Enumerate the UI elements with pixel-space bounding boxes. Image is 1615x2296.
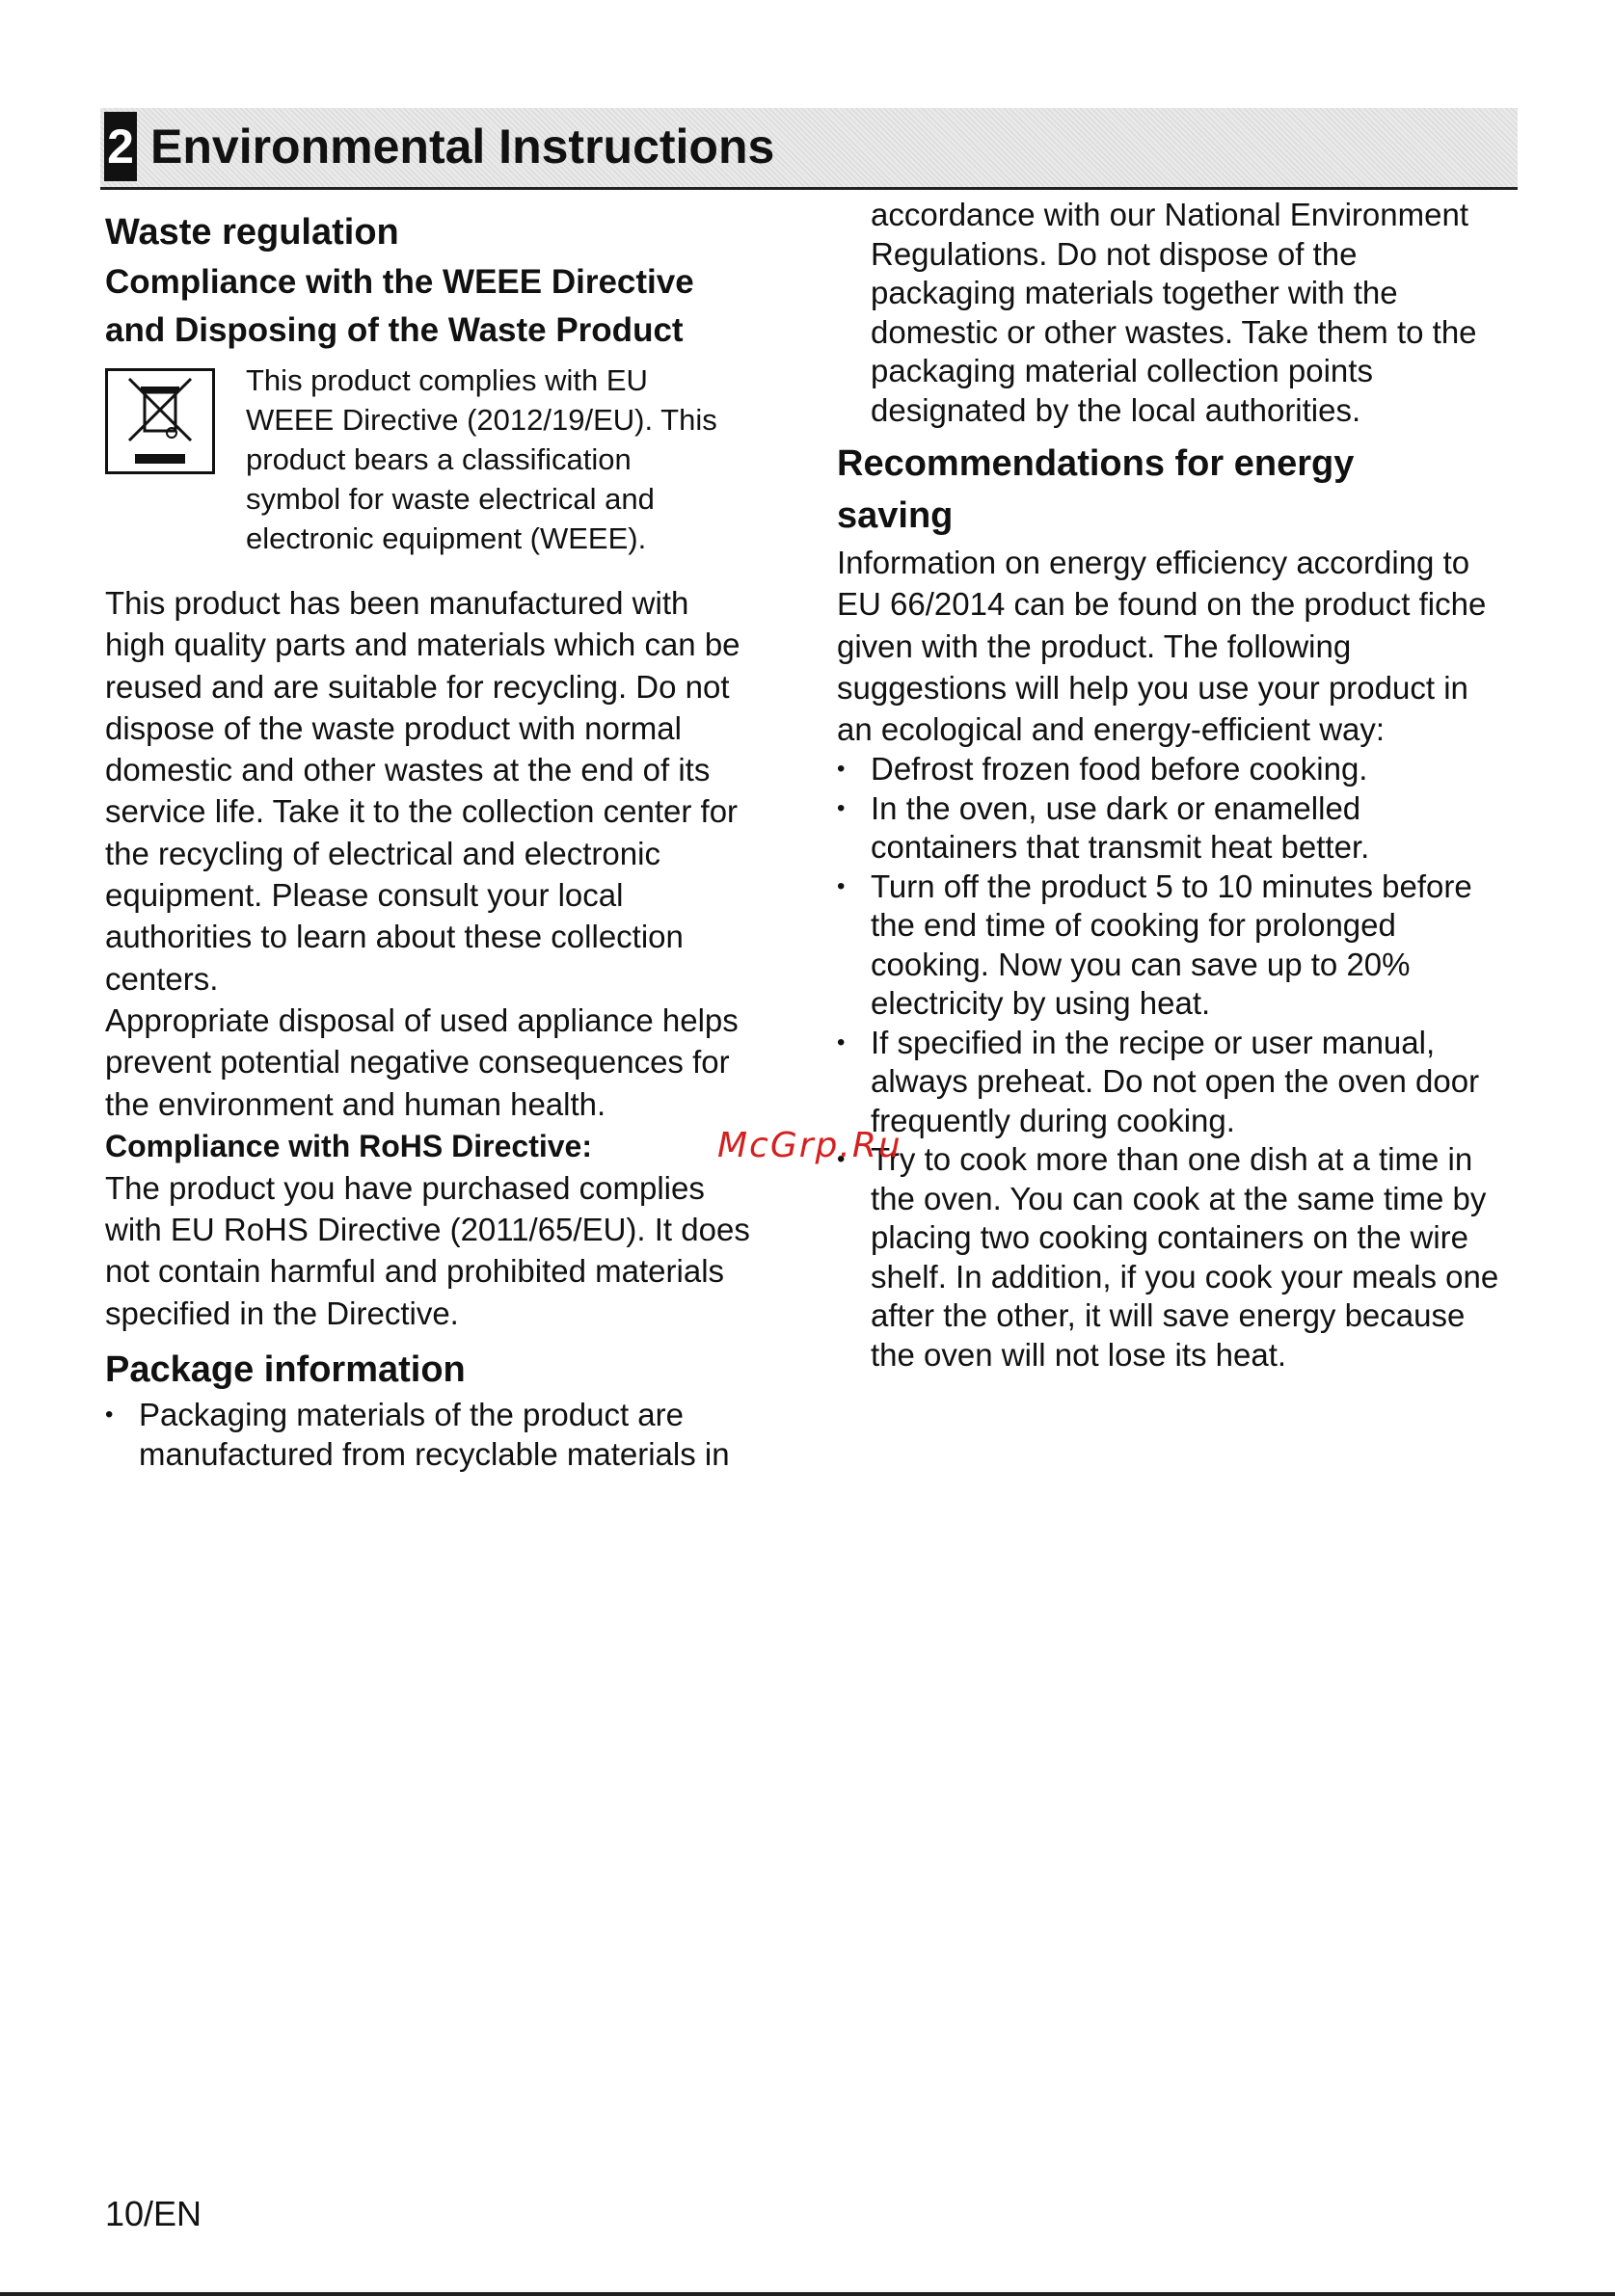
weee-text-line: This product complies with EU	[246, 363, 648, 397]
paragraph-line: given with the product. The following	[837, 627, 1352, 664]
bullet-line: • Defrost frozen food before cooking.	[871, 751, 1368, 788]
paragraph-line: the environment and human health.	[105, 1085, 606, 1122]
paragraph-line: reused and are suitable for recycling. Do not	[105, 668, 730, 705]
bullet-line: Regulations. Do not dispose of the	[871, 235, 1358, 272]
paragraph-line: an ecological and energy-efficient way:	[837, 711, 1386, 748]
paragraph-line: high quality parts and materials which can be	[105, 627, 740, 663]
bullet-line: • In the oven, use dark or enamelled	[871, 789, 1361, 826]
bullet-line: packaging materials together with the	[871, 275, 1398, 310]
paragraph-line: Appropriate disposal of used appliance helps	[105, 1001, 739, 1038]
watermark: McGrp.Ru	[717, 1126, 902, 1165]
list-item	[105, 1396, 780, 1474]
paragraph-line: authorities to learn about these collection	[105, 919, 684, 955]
chapter-header	[100, 108, 1518, 190]
weee-heading-line2: and Disposing of the Waste Product	[105, 311, 684, 349]
paragraph-line: dispose of the waste product with normal	[105, 709, 682, 746]
list-item	[837, 789, 1521, 868]
package-continued	[837, 196, 1521, 430]
paragraph-line: The product you have purchased complies	[105, 1169, 705, 1206]
waste-regulation-heading: Waste regulation	[105, 212, 399, 253]
left-column	[105, 206, 780, 1474]
bullet-line: manufactured from recyclable materials in	[139, 1435, 730, 1472]
bullet-line: after the other, it will save energy because	[871, 1297, 1466, 1334]
paragraph-line: domestic and other wastes at the end of its	[105, 752, 711, 788]
bullet-line: • Try to cook more than one dish at a time in	[871, 1141, 1473, 1178]
weee-text-line: WEEE Directive (2012/19/EU). This	[246, 403, 717, 437]
rohs-heading: Compliance with RoHS Directive:	[105, 1128, 592, 1163]
package-list	[105, 1396, 780, 1474]
list-item	[837, 1024, 1521, 1141]
weee-text-line: symbol for waste electrical and	[246, 482, 655, 516]
disposal-paragraph	[105, 1000, 780, 1125]
bullet-line: • If specified in the recipe or user manual,	[871, 1024, 1436, 1060]
bullet-line: the end time of cooking for prolonged	[871, 907, 1396, 944]
paragraph-line: suggestions will help you use your product in	[837, 669, 1468, 706]
bullet-line: • Packaging materials of the product are	[139, 1397, 684, 1433]
bullet-line: designated by the local authorities.	[871, 391, 1361, 428]
paragraph-line: with EU RoHS Directive (2011/65/EU). It does	[105, 1212, 750, 1248]
bullet-line: placing two cooking containers on the wire	[871, 1219, 1469, 1256]
bullet-line: electricity by using heat.	[871, 985, 1211, 1022]
list-item	[837, 750, 1521, 789]
bottom-rule	[0, 2292, 1615, 2296]
rohs-paragraph	[105, 1167, 780, 1334]
page-number: 10/EN	[105, 2194, 202, 2233]
energy-heading-line1: Recommendations for energy	[837, 443, 1355, 484]
package-heading: Package information	[105, 1349, 466, 1391]
bullet-line: cooking. Now you can save up to 20%	[871, 946, 1411, 982]
bullet-line: accordance with our National Environment	[871, 197, 1468, 232]
list-item	[837, 868, 1521, 1024]
bullet-line: packaging material collection points	[871, 353, 1373, 388]
paragraph-line: EU 66/2014 can be found on the product fiche	[837, 586, 1487, 623]
paragraph-line: This product has been manufactured with	[105, 585, 689, 621]
energy-tips-list	[837, 750, 1521, 1375]
right-column	[837, 196, 1521, 1375]
weee-text-line: product bears a classification	[246, 442, 632, 476]
paragraph-line: specified in the Directive.	[105, 1295, 459, 1331]
paragraph-line: centers.	[105, 960, 219, 997]
paragraph-line: equipment. Please consult your local	[105, 877, 624, 914]
bullet-line: the oven will not lose its heat.	[871, 1336, 1287, 1373]
weee-text	[246, 360, 786, 558]
recycling-paragraph	[105, 582, 780, 1000]
paragraph-line: prevent potential negative consequences for	[105, 1044, 730, 1081]
energy-intro	[837, 542, 1521, 750]
paragraph-line: service life. Take it to the collection center for	[105, 793, 739, 830]
bullet-line: domestic or other wastes. Take them to the	[871, 313, 1477, 350]
energy-heading-line2: saving	[837, 495, 954, 536]
bullet-line: shelf. In addition, if you cook your meals one	[871, 1258, 1499, 1295]
paragraph-line: not contain harmful and prohibited materials	[105, 1253, 725, 1290]
bullet-line: the oven. You can cook at the same time by	[871, 1180, 1487, 1216]
paragraph-line: Information on energy efficiency according to	[837, 545, 1470, 580]
list-item	[837, 1140, 1521, 1375]
weee-block	[105, 360, 780, 582]
crossed-out-wheelie-bin-icon	[105, 368, 215, 474]
bullet-line: frequently during cooking.	[871, 1102, 1235, 1138]
bullet-line: containers that transmit heat better.	[871, 829, 1370, 866]
chapter-title: Environmental Instructions	[150, 120, 775, 174]
weee-text-line: electronic equipment (WEEE).	[246, 521, 647, 555]
chapter-number: 2	[104, 112, 137, 181]
weee-heading-line1: Compliance with the WEEE Directive	[105, 263, 694, 301]
bullet-line: • Turn off the product 5 to 10 minutes before	[871, 868, 1472, 904]
bullet-line: always preheat. Do not open the oven door	[871, 1063, 1480, 1100]
paragraph-line: the recycling of electrical and electronic	[105, 835, 660, 871]
